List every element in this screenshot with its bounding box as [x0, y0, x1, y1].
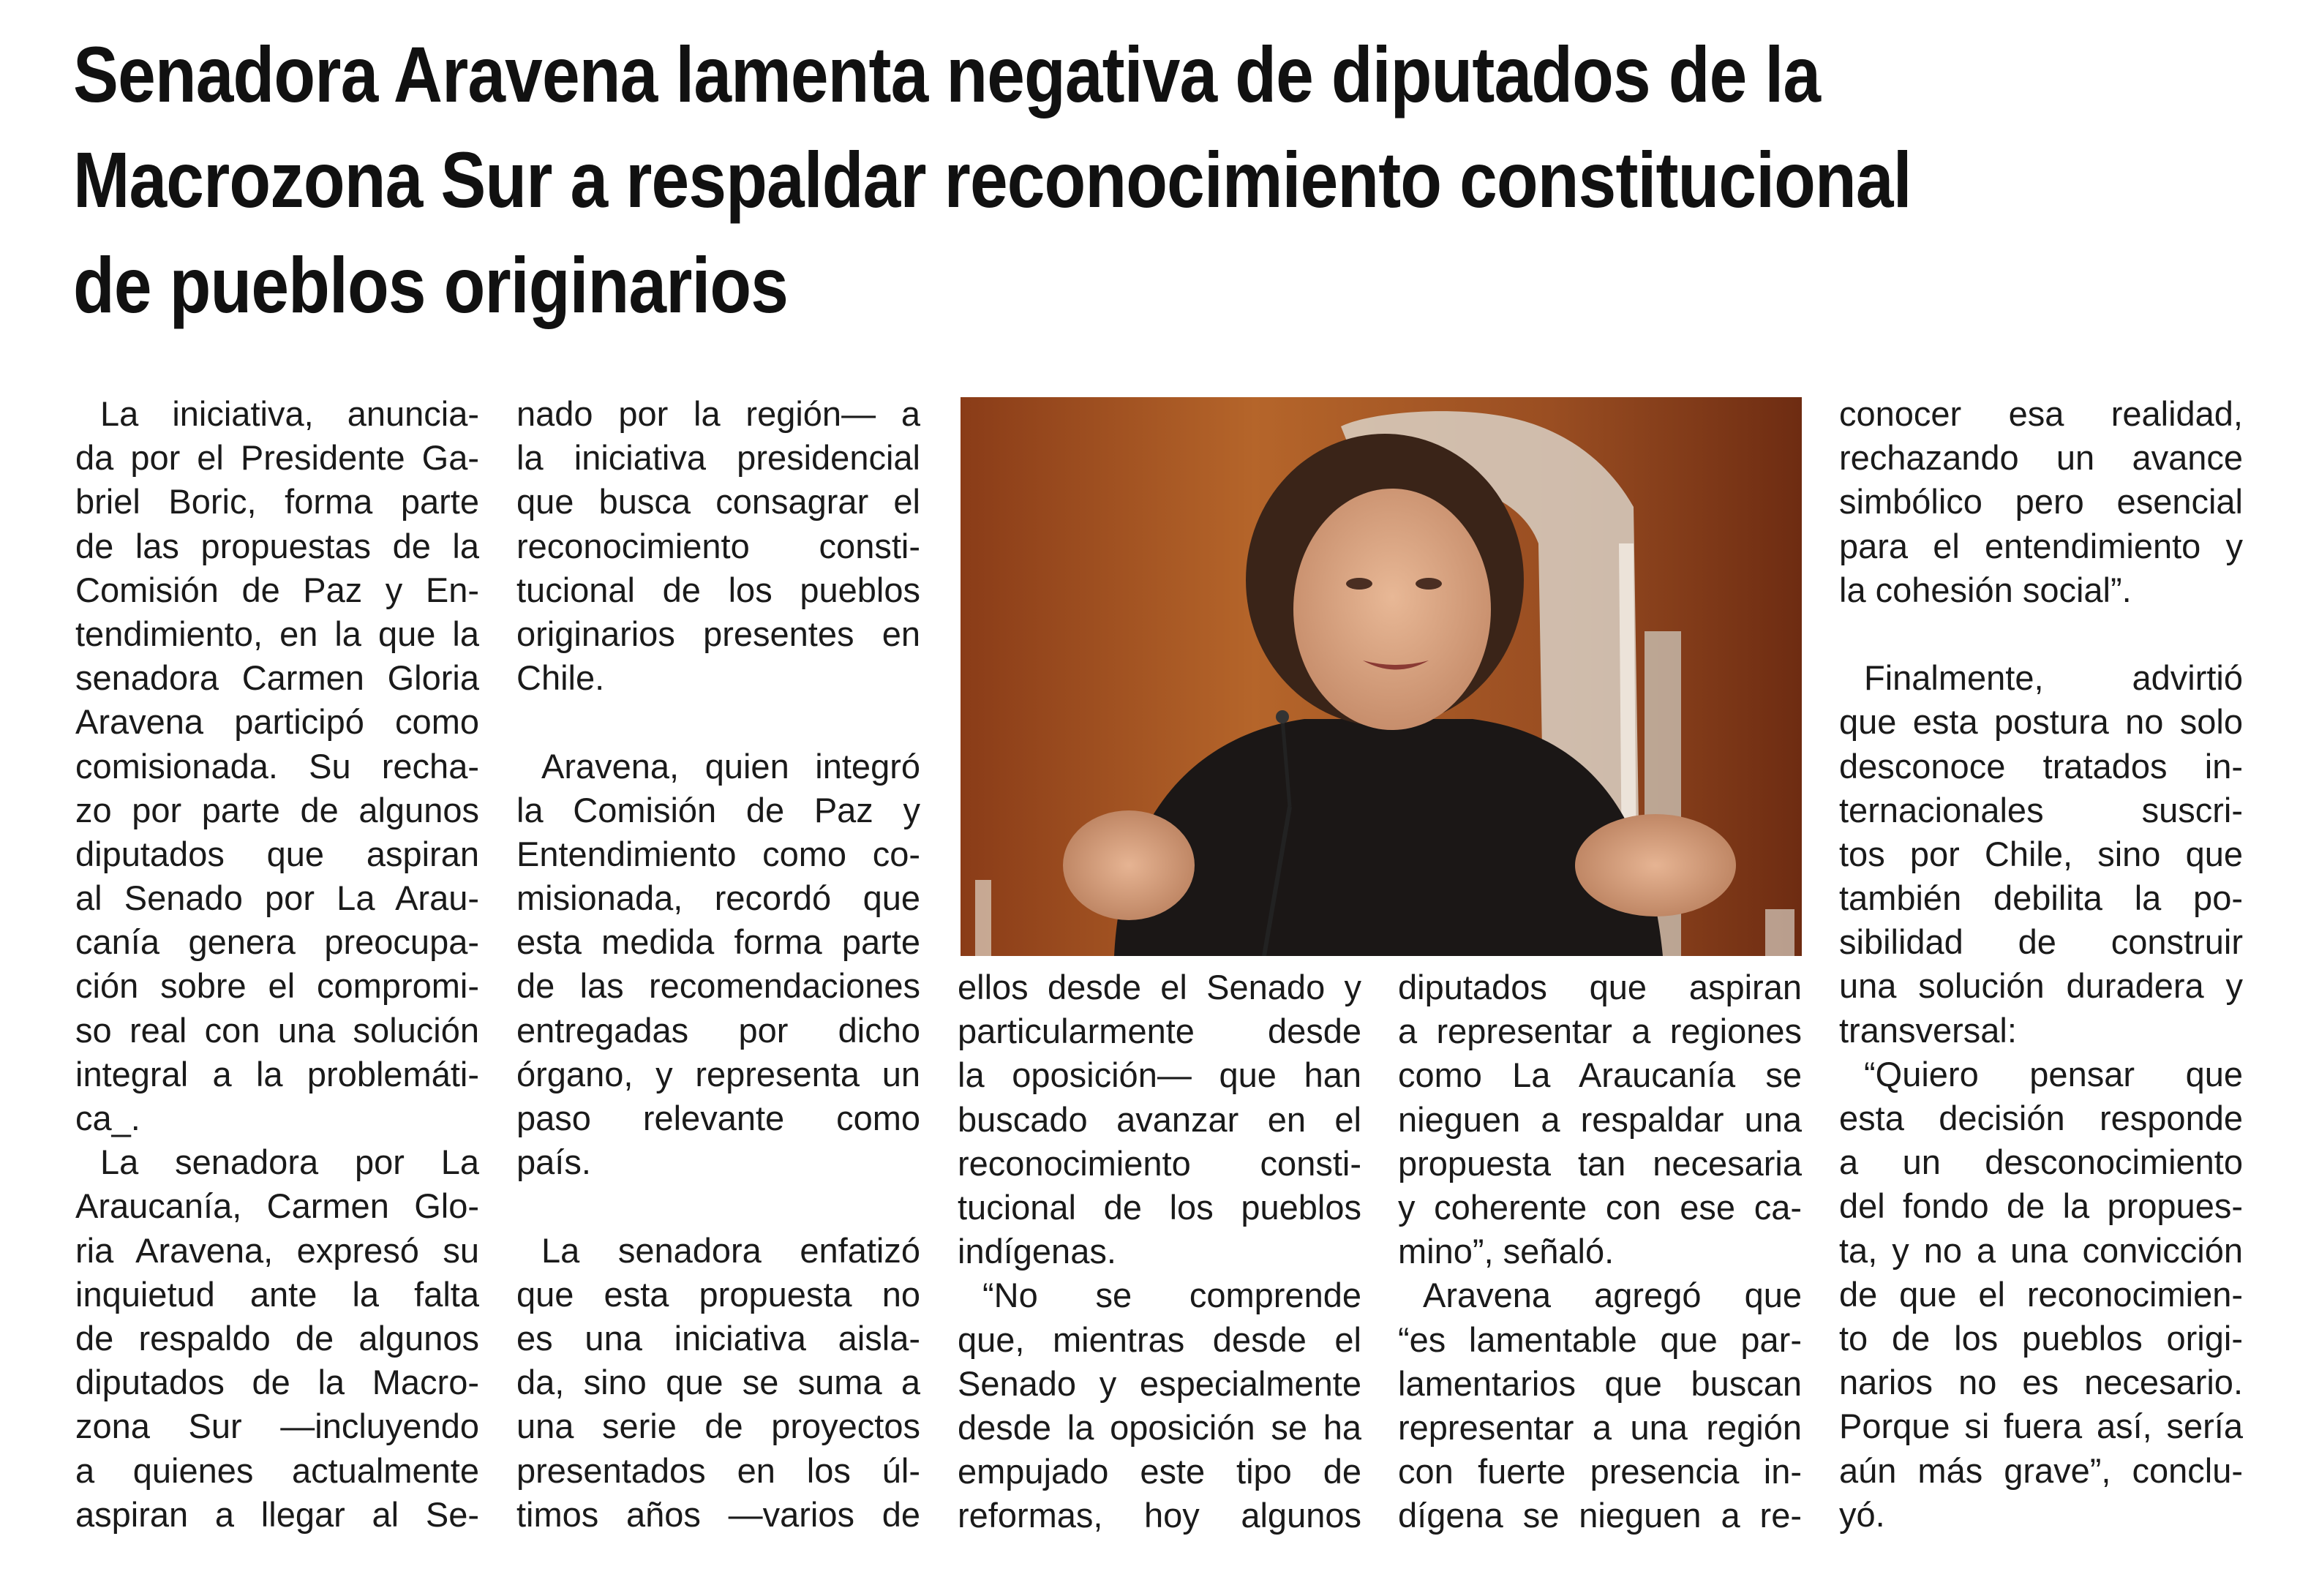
text-line: la oposición— que han [958, 1055, 1361, 1095]
text-line: es una iniciativa aisla- [516, 1318, 920, 1358]
text-line: Aravena participó como [75, 702, 479, 742]
text-line: nieguen a respaldar una [1398, 1099, 1802, 1139]
text-line: reconocimiento consti- [958, 1143, 1361, 1183]
text-line: da, sino que se suma a [516, 1363, 920, 1402]
text-line: zona Sur —incluyendo [75, 1407, 479, 1446]
text-line: de que el reconocimien- [1839, 1274, 2243, 1314]
text-line: La senadora enfatizó [541, 1230, 920, 1270]
text-line: rechazando un avance [1839, 438, 2243, 478]
text-line: yó. [1839, 1494, 1885, 1534]
text-line: ca_. [75, 1099, 140, 1137]
text-line: que, mientras desde el [958, 1320, 1361, 1359]
text-line: originarios presentes en [516, 614, 920, 653]
article-column-1 [75, 392, 479, 1537]
text-line: buscado avanzar en el [958, 1099, 1361, 1139]
text-line: ellos desde el Senado y [958, 968, 1361, 1006]
text-line: mino”, señaló. [1398, 1232, 1615, 1271]
text-line: so real con una solución [75, 1010, 479, 1050]
text-line: reconocimiento consti- [516, 526, 920, 565]
text-line: La senadora por La [100, 1143, 479, 1182]
text-line: esta decisión responde [1839, 1099, 2243, 1137]
text-line: la iniciativa presidencial [516, 438, 920, 478]
text-line: comisionada. Su recha- [75, 746, 479, 786]
text-line: narios no es necesario. [1839, 1363, 2243, 1402]
text-line: de respaldo de algunos [75, 1318, 479, 1358]
text-line: conocer esa realidad, [1839, 394, 2243, 433]
text-line: al Senado por La Arau- [75, 878, 479, 918]
text-line: da por el Presidente Ga- [75, 438, 479, 478]
headline-line: Macrozona Sur a respaldar reconocimiento constitucional [73, 135, 1912, 224]
text-line: empujado este tipo de [958, 1452, 1361, 1491]
text-line: “No se comprende [982, 1276, 1361, 1315]
text-line: lamentarios que buscan [1398, 1363, 1802, 1403]
text-line: aspiran a llegar al Se- [75, 1494, 479, 1534]
text-line: to de los pueblos origi- [1839, 1318, 2243, 1358]
text-line: Senado y especialmente [958, 1363, 1361, 1403]
text-line: a quienes actualmente [75, 1450, 479, 1490]
text-line: y coherente con ese ca- [1398, 1187, 1802, 1227]
text-line: propuesta tan necesaria [1398, 1143, 1802, 1183]
text-line [516, 1184, 920, 1228]
text-line: de las propuestas de la [75, 526, 479, 565]
text-line: ternacionales suscri- [1839, 790, 2243, 829]
text-line: entregadas por dicho [516, 1010, 920, 1050]
text-line: sibilidad de construir [1839, 922, 2243, 962]
text-line [516, 700, 920, 744]
text-line: tucional de los pueblos [958, 1187, 1361, 1227]
text-line: “es lamentable que par- [1398, 1320, 1802, 1359]
text-line: timos años —varios de [516, 1494, 920, 1534]
text-line: diputados de la Macro- [75, 1363, 479, 1402]
text-line: misionada, recordó que [516, 878, 920, 918]
article-photo [961, 397, 1802, 956]
text-line: con fuerte presencia in- [1398, 1452, 1802, 1491]
text-line: del fondo de la propues- [1839, 1186, 2243, 1226]
text-line: desde la oposición se ha [958, 1407, 1361, 1447]
text-line: simbólico pero esencial [1839, 482, 2243, 522]
text-line: Comisión de Paz y En- [75, 570, 479, 609]
text-line: indígenas. [958, 1232, 1116, 1271]
text-line: país. [516, 1143, 591, 1182]
text-line: La iniciativa, anuncia- [100, 394, 479, 433]
article-column-3 [958, 965, 1361, 1537]
text-line: tos por Chile, sino que [1839, 834, 2243, 873]
text-line: también debilita la po- [1839, 878, 2243, 918]
text-line: paso relevante como [516, 1099, 920, 1137]
article-column-2 [516, 392, 920, 1537]
text-line: transversal: [1839, 1010, 2017, 1050]
text-line: ción sobre el compromi- [75, 966, 479, 1006]
text-line: zo por parte de algunos [75, 790, 479, 829]
text-line: inquietud ante la falta [75, 1274, 479, 1314]
text-line: integral a la problemáti- [75, 1054, 479, 1094]
text-line: diputados que aspiran [1398, 968, 1802, 1006]
text-line: la cohesión social”. [1839, 570, 2132, 609]
text-line: Porque si fuera así, sería [1839, 1407, 2243, 1446]
text-line: particularmente desde [958, 1012, 1361, 1051]
text-line: Aravena agregó que [1423, 1276, 1802, 1315]
text-line: Aravena, quien integró [541, 746, 920, 786]
text-line: Araucanía, Carmen Glo- [75, 1186, 479, 1226]
text-line: de las recomendaciones [516, 966, 920, 1006]
text-line [1839, 612, 2243, 656]
text-line: aún más grave”, conclu- [1839, 1450, 2243, 1490]
text-line: dígena se nieguen a re- [1398, 1496, 1802, 1535]
text-line: tendimiento, en la que la [75, 614, 479, 653]
text-line: que busca consagrar el [516, 482, 920, 522]
article-column-5 [1839, 392, 2243, 1537]
headline-line: Senadora Aravena lamenta negativa de diputados de la [73, 30, 1821, 118]
text-line: diputados que aspiran [75, 834, 479, 873]
text-line: canía genera preocupa- [75, 922, 479, 962]
text-line: a un desconocimiento [1839, 1143, 2243, 1182]
text-line: ta, y no a una convicción [1839, 1230, 2243, 1270]
text-line: una serie de proyectos [516, 1407, 920, 1446]
text-line: órgano, y representa un [516, 1054, 920, 1094]
text-line: briel Boric, forma parte [75, 482, 479, 522]
text-line: representar a una región [1398, 1407, 1802, 1447]
text-line: a representar a regiones [1398, 1012, 1802, 1051]
text-line: senadora Carmen Gloria [75, 658, 479, 698]
text-line: que esta propuesta no [516, 1274, 920, 1314]
text-line: la Comisión de Paz y [516, 790, 920, 829]
text-line: ria Aravena, expresó su [75, 1230, 479, 1270]
photo-senator-speaking-icon [961, 397, 1802, 956]
text-line: “Quiero pensar que [1864, 1054, 2243, 1094]
headline [73, 22, 1961, 338]
text-line: esta medida forma parte [516, 922, 920, 962]
text-line: como La Araucanía se [1398, 1055, 1802, 1095]
text-line: una solución duradera y [1839, 966, 2243, 1006]
text-line: que esta postura no solo [1839, 702, 2243, 742]
text-line: desconoce tratados in- [1839, 746, 2243, 786]
text-line: tucional de los pueblos [516, 570, 920, 609]
text-line: Chile. [516, 658, 605, 698]
text-line: presentados en los úl- [516, 1450, 920, 1490]
text-line: Entendimiento como co- [516, 834, 920, 873]
headline-line: de pueblos originarios [73, 241, 789, 329]
article-column-4 [1398, 965, 1802, 1537]
text-line: reformas, hoy algunos [958, 1496, 1361, 1535]
text-line: para el entendimiento y [1839, 526, 2243, 565]
text-line: nado por la región— a [516, 394, 920, 433]
text-line: Finalmente, advirtió [1864, 658, 2243, 698]
